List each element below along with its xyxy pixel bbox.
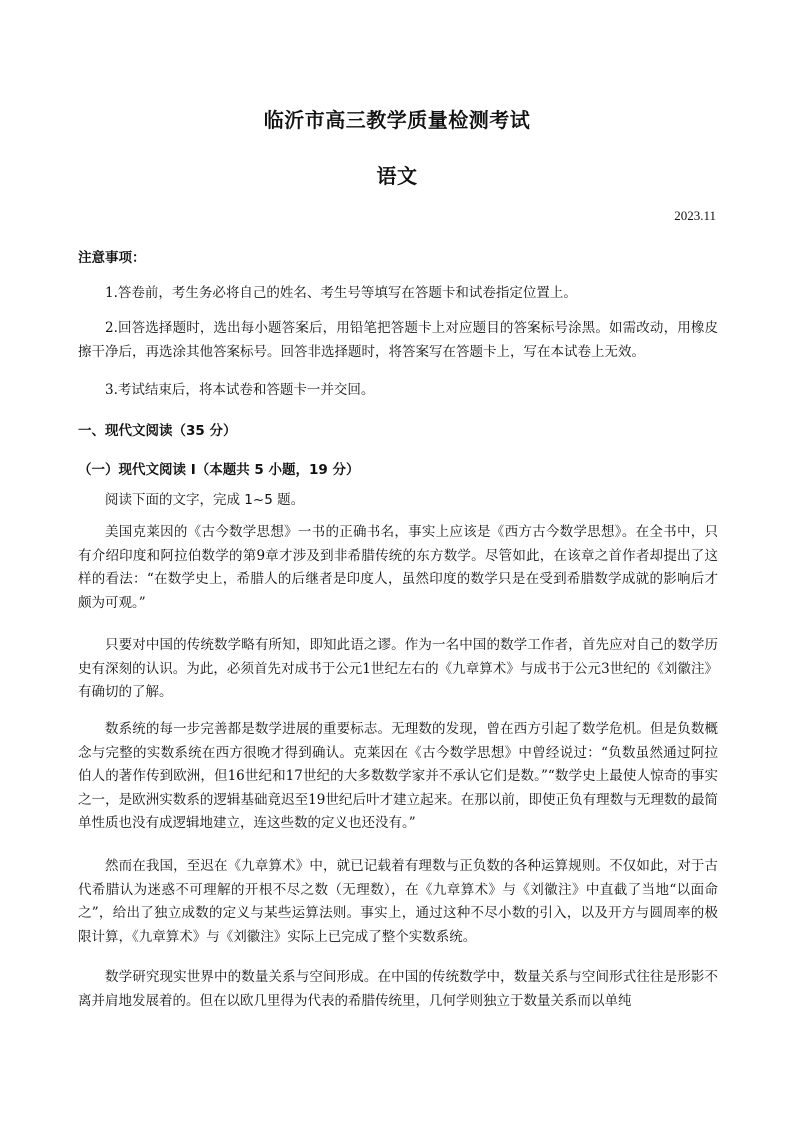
article-paragraph-1: 美国克莱因的《古今数学思想》一书的正确书名，事实上应该是《西方古今数学思想》。在全书中，只有介绍印度和阿拉伯数学的第9章才涉及到非希腊传统的东方数学。尽管如此，在该章之首作者却提出了这样的看法：“在数学史上，希腊人的后继者是印度人，虽然印度的数学只是在受到希腊数学成就的影响后才颇为可观。” xyxy=(78,524,718,611)
notice-item-2: 2.回答选择题时，选出每小题答案后，用铅笔把答题卡上对应题目的答案标号涂黑。如需改动，用橡皮擦干净后，再选涂其他答案标号。回答非选择题时，将答案写在答题卡上，写在本试卷上无效。 xyxy=(78,320,718,360)
article-paragraph-3: 数系统的每一步完善都是数学进展的重要标志。无理数的发现，曾在西方引起了数学危机。但是负数概念与完整的实数系统在西方很晚才得到确认。克莱因在《古今数学思想》中曾经说过：“负数虽然通过阿拉伯人的著作传到欧洲，但16世纪和17世纪的大多数数学家并不承认它们是数。”“数学史上最使人惊奇的事实之一，是欧洲实数系的逻辑基础竟迟至19世纪后叶才建立起来。在那以前，即使正负有理数与无理数的最简单性质也没有成逻辑地建立，连这些数的定义也还没有。” xyxy=(78,721,718,831)
notice-heading: 注意事项： xyxy=(78,250,146,266)
sub-section-heading: （一）现代文阅读 I（本题共 5 小题，19 分） xyxy=(78,462,360,478)
notice-item-3: 3.考试结束后，将本试卷和答题卡一并交回。 xyxy=(105,382,375,398)
reading-instruction: 阅读下面的文字，完成 1~5 题。 xyxy=(105,492,305,508)
subject-title: 语文 xyxy=(376,164,418,188)
exam-title: 临沂市高三教学质量检测考试 xyxy=(263,108,531,132)
notice-item-1: 1.答卷前，考生务必将自己的姓名、考生号等填写在答题卡和试卷指定位置上。 xyxy=(105,285,577,301)
article-paragraph-5: 数学研究现实世界中的数量关系与空间形成。在中国的传统数学中，数量关系与空间形式往往是形影不离并肩地发展着的。但在以欧几里得为代表的希腊传统里，几何学则独立于数量关系而以单纯 xyxy=(78,969,718,1009)
section-heading: 一、现代文阅读（35 分） xyxy=(78,423,237,439)
exam-date: 2023.11 xyxy=(674,208,716,223)
article-paragraph-4: 然而在我国，至迟在《九章算术》中，就已记载着有理数与正负数的各种运算规则。不仅如此，对于古代希腊认为迷惑不可理解的开根不尽之数（无理数），在《九章算术》与《刘徽注》中直截了当地“以面命之”，给出了独立成数的定义与某些运算法则。事实上，通过这种不尽小数的引入，以及开方与圆周率的极限计算，《九章算术》与《刘徽注》实际上已完成了整个实数系统。 xyxy=(78,858,718,945)
article-paragraph-2: 只要对中国的传统数学略有所知，即知此语之谬。作为一名中国的数学工作者，首先应对自己的数学历史有深刻的认识。为此，必须首先对成书于公元1世纪左右的《九章算术》与成书于公元3世纪的《刘徽注》有确切的了解。 xyxy=(78,637,718,700)
